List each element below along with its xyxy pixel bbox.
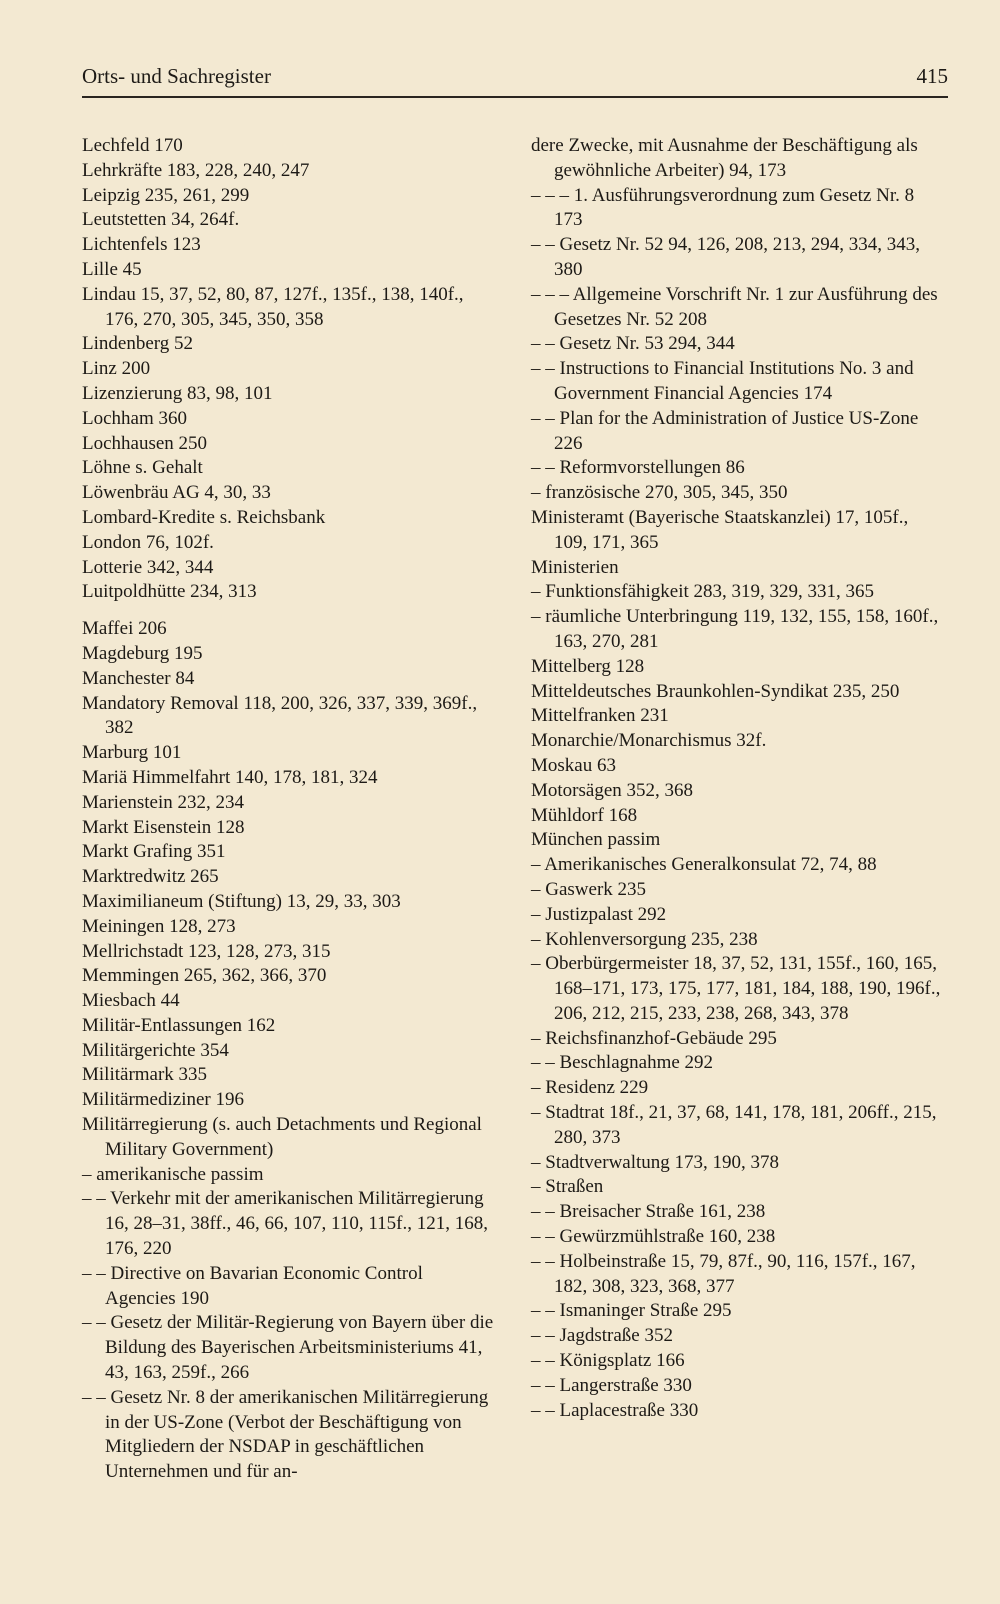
index-entry: – Justizpalast 292 [531, 903, 667, 925]
index-entry: – – Königsplatz 166 [531, 1350, 685, 1372]
index-column-right [531, 134, 943, 1423]
index-entry: Markt Grafing 351 [82, 841, 226, 863]
index-entry: Mühldorf 168 [531, 804, 638, 826]
index-entry: Maximilianeum (Stiftung) 13, 29, 33, 303 [82, 890, 401, 912]
index-entry: Marienstein 232, 234 [82, 791, 245, 813]
index-entry: Markt Eisenstein 128 [82, 816, 245, 838]
index-entry: – – Ismaninger Straße 295 [531, 1300, 732, 1322]
index-entry: Linz 200 [82, 358, 151, 380]
index-entry: Monarchie/Monarchismus 32f. [531, 730, 767, 752]
index-entry: – amerikanische passim [82, 1163, 264, 1185]
index-entry: – Stadtrat 18f., 21, 37, 68, 141, 178, 181, 206ff., 215, 280, 373 [531, 1102, 937, 1148]
index-entry: – Residenz 229 [531, 1077, 649, 1099]
index-entry: – – – 1. Ausführungsverordnung zum Gesetz Nr. 8 173 [531, 184, 915, 231]
index-entry: dere Zwecke, mit Ausnahme der Beschäftigung als gewöhnliche Arbeiter) 94, 173 [531, 135, 918, 181]
index-entry: – – Gewürzmühlstraße 160, 238 [531, 1226, 776, 1248]
index-entry: Lombard-Kredite s. Reichsbank [82, 506, 326, 528]
index-entry: Mittelfranken 231 [531, 705, 669, 727]
index-entry: – – Gesetz Nr. 8 der amerikanischen Militärregierung in der US-Zone (Verbot der Beschäftigung von Mitgliedern der NSDAP in geschäftlichen Unternehmen und für an- [82, 1386, 489, 1483]
index-entry: – – Verkehr mit der amerikanischen Militärregierung 16, 28–31, 38ff., 46, 66, 107, 110, 115f., 121, 168, 176, 220 [82, 1188, 488, 1260]
index-entry: Lotterie 342, 344 [82, 556, 214, 578]
index-entry: – – Gesetz Nr. 53 294, 344 [531, 333, 735, 355]
index-entry: – französische 270, 305, 345, 350 [531, 482, 788, 504]
index-entry: – – Jagdstraße 352 [531, 1325, 673, 1347]
index-entry: Militärgerichte 354 [82, 1039, 229, 1061]
index-entry: – Oberbürgermeister 18, 37, 52, 131, 155f., 160, 165, 168–171, 173, 175, 177, 181, 184, 188, 190, 196f., 206, 212, 215, 233, 238, 268, 343, 378 [531, 953, 941, 1024]
index-entry: Magdeburg 195 [82, 642, 203, 664]
index-entry: – – – Allgemeine Vorschrift Nr. 1 zur Ausführung des Gesetzes Nr. 52 208 [531, 283, 938, 330]
index-entry: London 76, 102f. [82, 531, 214, 553]
index-entry: Ministerien [531, 556, 619, 578]
index-entry: – – Gesetz der Militär-Regierung von Bayern über die Bildung des Bayerischen Arbeitsministeriums 41, 43, 163, 259f., 266 [82, 1312, 494, 1384]
index-entry: – Kohlenversorgung 235, 238 [531, 928, 758, 950]
index-entry: – – Gesetz Nr. 52 94, 126, 208, 213, 294, 334, 343, 380 [531, 234, 920, 280]
index-entry: Lindenberg 52 [82, 333, 193, 355]
index-entry: – – Directive on Bavarian Economic Control Agencies 190 [82, 1262, 423, 1309]
index-entry: – – Instructions to Financial Institutions No. 3 and Government Financial Agencies 174 [531, 358, 914, 404]
index-entry: Moskau 63 [531, 754, 616, 776]
index-entry: – Funktionsfähigkeit 283, 319, 329, 331, 365 [531, 581, 875, 603]
index-entry: Marburg 101 [82, 742, 182, 764]
index-entry: – – Plan for the Administration of Justice US-Zone 226 [531, 407, 919, 454]
index-entry: München passim [531, 829, 661, 851]
index-entry: – – Beschlagnahme 292 [531, 1052, 714, 1074]
index-entry: Militärmark 335 [82, 1064, 208, 1086]
index-entry: – – Reformvorstellungen 86 [531, 457, 745, 479]
index-entry: Militärregierung (s. auch Detachments und Regional Military Government) [82, 1114, 482, 1160]
index-entry: Lichtenfels 123 [82, 234, 201, 256]
index-entry: – Reichsfinanzhof-Gebäude 295 [531, 1027, 777, 1049]
index-entry: – – Langerstraße 330 [531, 1374, 692, 1396]
index-entry: Militärmediziner 196 [82, 1089, 244, 1111]
index-entry: – räumliche Unterbringung 119, 132, 155, 158, 160f., 163, 270, 281 [531, 606, 939, 652]
index-entry: Lochhausen 250 [82, 432, 208, 454]
index-entry: Mariä Himmelfahrt 140, 178, 181, 324 [82, 766, 378, 788]
index-entry: Lechfeld 170 [82, 135, 183, 156]
index-entry: Lindau 15, 37, 52, 80, 87, 127f., 135f., 138, 140f., 176, 270, 305, 345, 350, 358 [82, 283, 464, 330]
index-column-left [82, 134, 494, 1485]
index-entry: – Amerikanisches Generalkonsulat 72, 74, 88 [531, 854, 877, 876]
index-entry: Leutstetten 34, 264f. [82, 209, 240, 231]
running-title: Orts- und Sachregister [82, 64, 271, 88]
index-entry: Marktredwitz 265 [82, 866, 219, 888]
index-entry: Löhne s. Gehalt [82, 457, 203, 479]
index-entry: Luitpoldhütte 234, 313 [82, 581, 257, 603]
index-entry: – Gaswerk 235 [531, 878, 647, 900]
page-header [82, 62, 948, 98]
index-entry: Löwenbräu AG 4, 30, 33 [82, 482, 271, 504]
index-entry: Lizenzierung 83, 98, 101 [82, 382, 273, 404]
index-entry: Miesbach 44 [82, 990, 180, 1012]
index-entry: – Stadtverwaltung 173, 190, 378 [531, 1151, 780, 1173]
index-entry: Mitteldeutsches Braunkohlen-Syndikat 235, 250 [531, 680, 900, 702]
index-entry: Ministeramt (Bayerische Staatskanzlei) 17, 105f., 109, 171, 365 [531, 506, 909, 553]
index-entry: – Straßen [531, 1176, 604, 1198]
page-number: 415 [916, 64, 948, 88]
index-entry: Motorsägen 352, 368 [531, 779, 694, 801]
index-entry: Leipzig 235, 261, 299 [82, 184, 250, 206]
index-entry: – – Holbeinstraße 15, 79, 87f., 90, 116, 157f., 167, 182, 308, 323, 368, 377 [531, 1250, 916, 1297]
index-entry: Mandatory Removal 118, 200, 326, 337, 339, 369f., 382 [82, 692, 478, 739]
index-entry: Militär-Entlassungen 162 [82, 1014, 276, 1036]
index-entry: Mellrichstadt 123, 128, 273, 315 [82, 940, 331, 962]
index-entry: – – Breisacher Straße 161, 238 [531, 1201, 766, 1223]
index-entry: – – Laplacestraße 330 [531, 1399, 699, 1421]
index-entry: Lehrkräfte 183, 228, 240, 247 [82, 159, 310, 181]
index-entry: Maffei 206 [82, 618, 167, 640]
index-entry: Manchester 84 [82, 667, 195, 689]
index-entry: Mittelberg 128 [531, 655, 645, 677]
index-entry: Lille 45 [82, 258, 142, 280]
index-entry: Lochham 360 [82, 407, 188, 429]
index-entry: Memmingen 265, 362, 366, 370 [82, 965, 327, 987]
index-entry: Meiningen 128, 273 [82, 915, 236, 937]
